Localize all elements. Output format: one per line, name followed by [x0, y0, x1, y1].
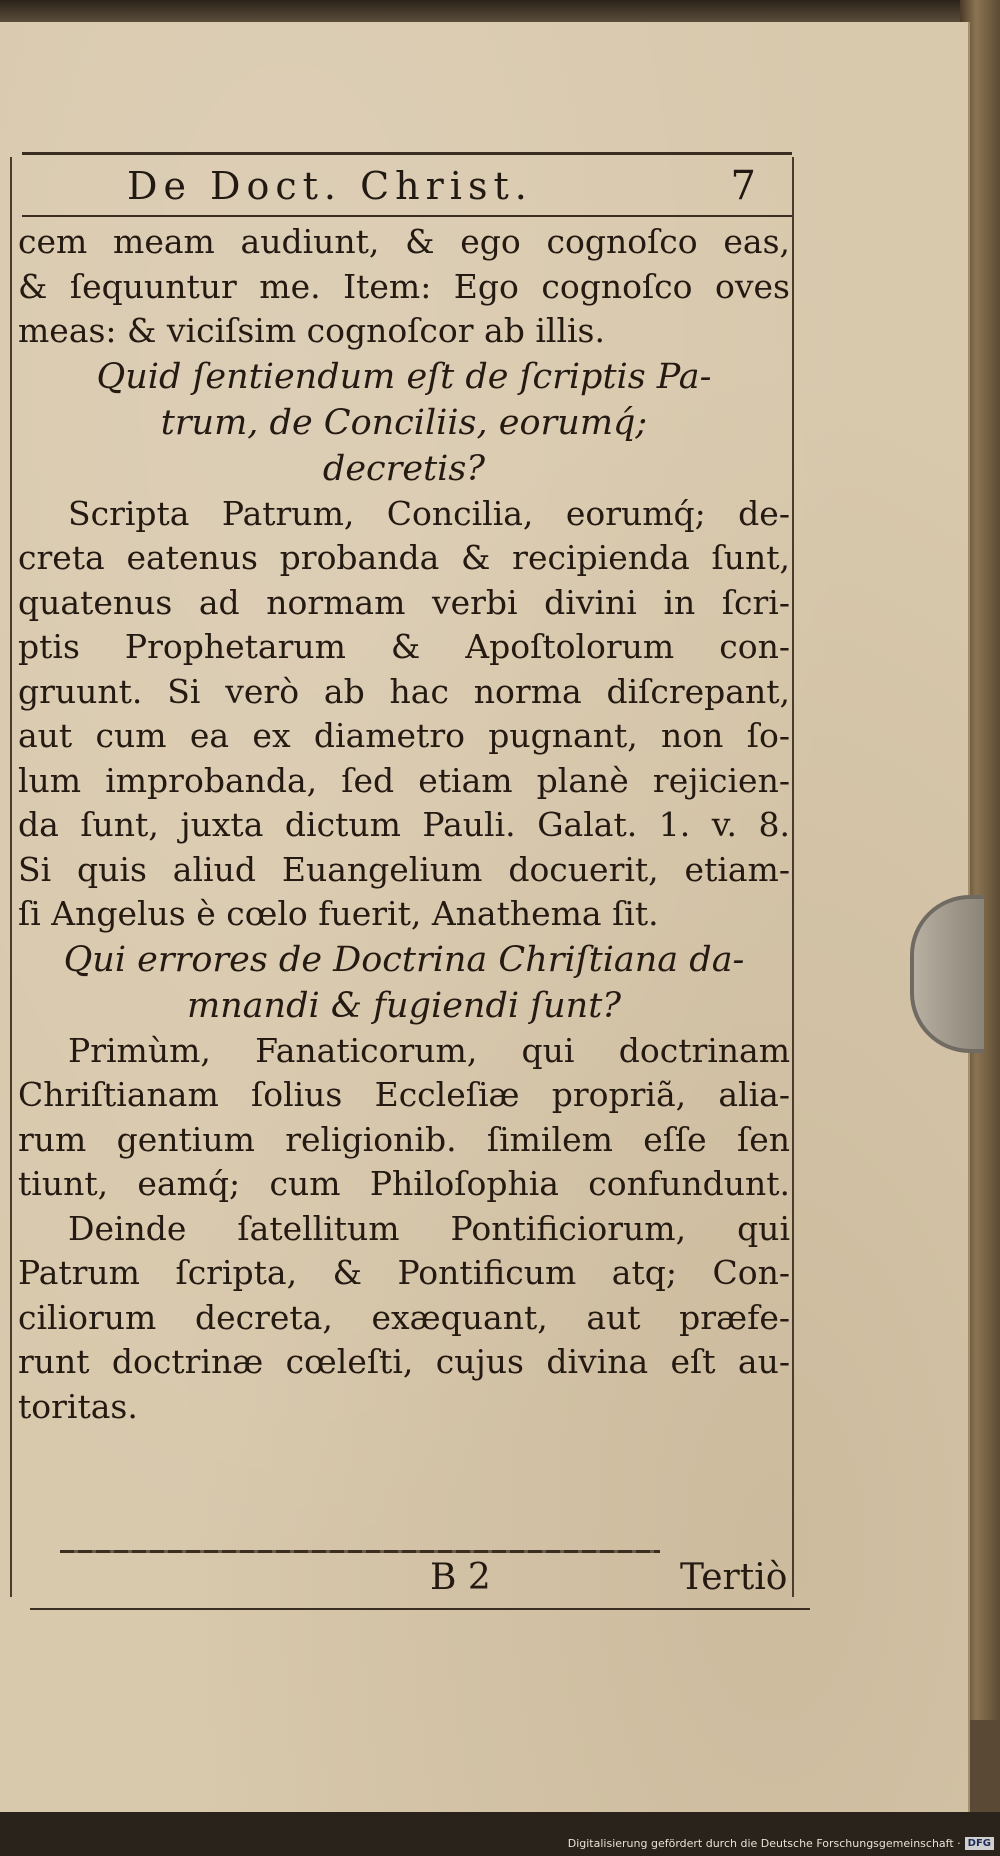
text-line: ſi Angelus è cœlo fuerit, Anathema ſit. — [18, 894, 659, 933]
book-page — [0, 22, 970, 1812]
text-line: meas: & viciſsim cognoſcor ab illis. — [18, 311, 605, 350]
text-line: Chriſtianam ſolius Eccleſiæ propriã, alia- — [18, 1075, 790, 1114]
text-line: da ſunt, juxta dictum Pauli. Galat. 1. v. 8. — [18, 805, 790, 844]
question-line: trum, de Conciliis, eorumq́; — [160, 402, 648, 443]
page-number: 7 — [730, 163, 762, 209]
question-line: Quid ſentiendum eſt de ſcriptis Pa- — [96, 356, 712, 397]
footer-rule — [30, 1608, 810, 1610]
text-line: Primùm, Fanaticorum, qui doctrinam — [68, 1030, 790, 1070]
running-header — [22, 159, 792, 213]
viewer-footer-bar — [0, 1812, 1000, 1856]
question-line: decretis? — [322, 448, 486, 489]
header-rule-bottom — [22, 215, 792, 217]
text-line: cem meam audiunt, & ego cognoſco eas, — [18, 222, 790, 261]
question-line: Qui errores de Doctrina Chriſtiana da- — [63, 939, 745, 980]
running-title: De Doct. Christ. — [127, 164, 533, 208]
text-line: creta eatenus probanda & recipienda ſunt, — [18, 538, 790, 577]
text-line: lum improbanda, ſed etiam planè rejicien- — [18, 760, 790, 800]
text-line: toritas. — [18, 1386, 138, 1426]
dfg-logo: DFG — [965, 1837, 994, 1850]
funding-text: Digitalisierung gefördert durch die Deutsche Forschungsgemeinschaft · — [567, 1837, 961, 1850]
catchword: Tertiò — [680, 1557, 788, 1598]
text-line: & ſequuntur me. Item: Ego cognoſco oves — [18, 266, 790, 306]
question-line: mnandi & fugiendi ſunt? — [186, 985, 622, 1026]
funding-note — [568, 1837, 994, 1850]
text-line: Patrum ſcripta, & Pontificum atq; Con- — [18, 1253, 790, 1292]
body-text — [18, 220, 790, 1429]
text-line: rum gentium religionib. ſimilem eſſe ſen — [18, 1119, 790, 1159]
text-line: Si quis aliud Euangelium docuerit, etiam- — [18, 849, 790, 889]
footer-rule-ornament — [60, 1550, 660, 1553]
text-line: Deinde ſatellitum Pontificiorum, qui — [68, 1208, 790, 1248]
text-line: gruunt. Si verò ab hac norma diſcrepant, — [18, 671, 790, 711]
text-line: aut cum ea ex diametro pugnant, non ſo- — [18, 716, 790, 755]
frame-right-rule — [792, 157, 794, 1597]
frame-left-rule — [10, 157, 12, 1597]
text-line: tiunt, eamq́; cum Philoſophia confundunt. — [18, 1164, 790, 1203]
text-line: quatenus ad normam verbi divini in ſcri- — [18, 582, 790, 622]
text-line: runt doctrinæ cœleſti, cujus divina eſt au- — [18, 1342, 790, 1381]
text-line: ciliorum decreta, exæquant, aut præfe- — [18, 1297, 790, 1337]
header-rule-top — [22, 152, 792, 155]
text-line: ptis Prophetarum & Apoſtolorum con- — [18, 627, 790, 666]
signature-mark: B 2 — [430, 1557, 491, 1598]
text-line: Scripta Patrum, Concilia, eorumq́; de- — [68, 493, 790, 533]
